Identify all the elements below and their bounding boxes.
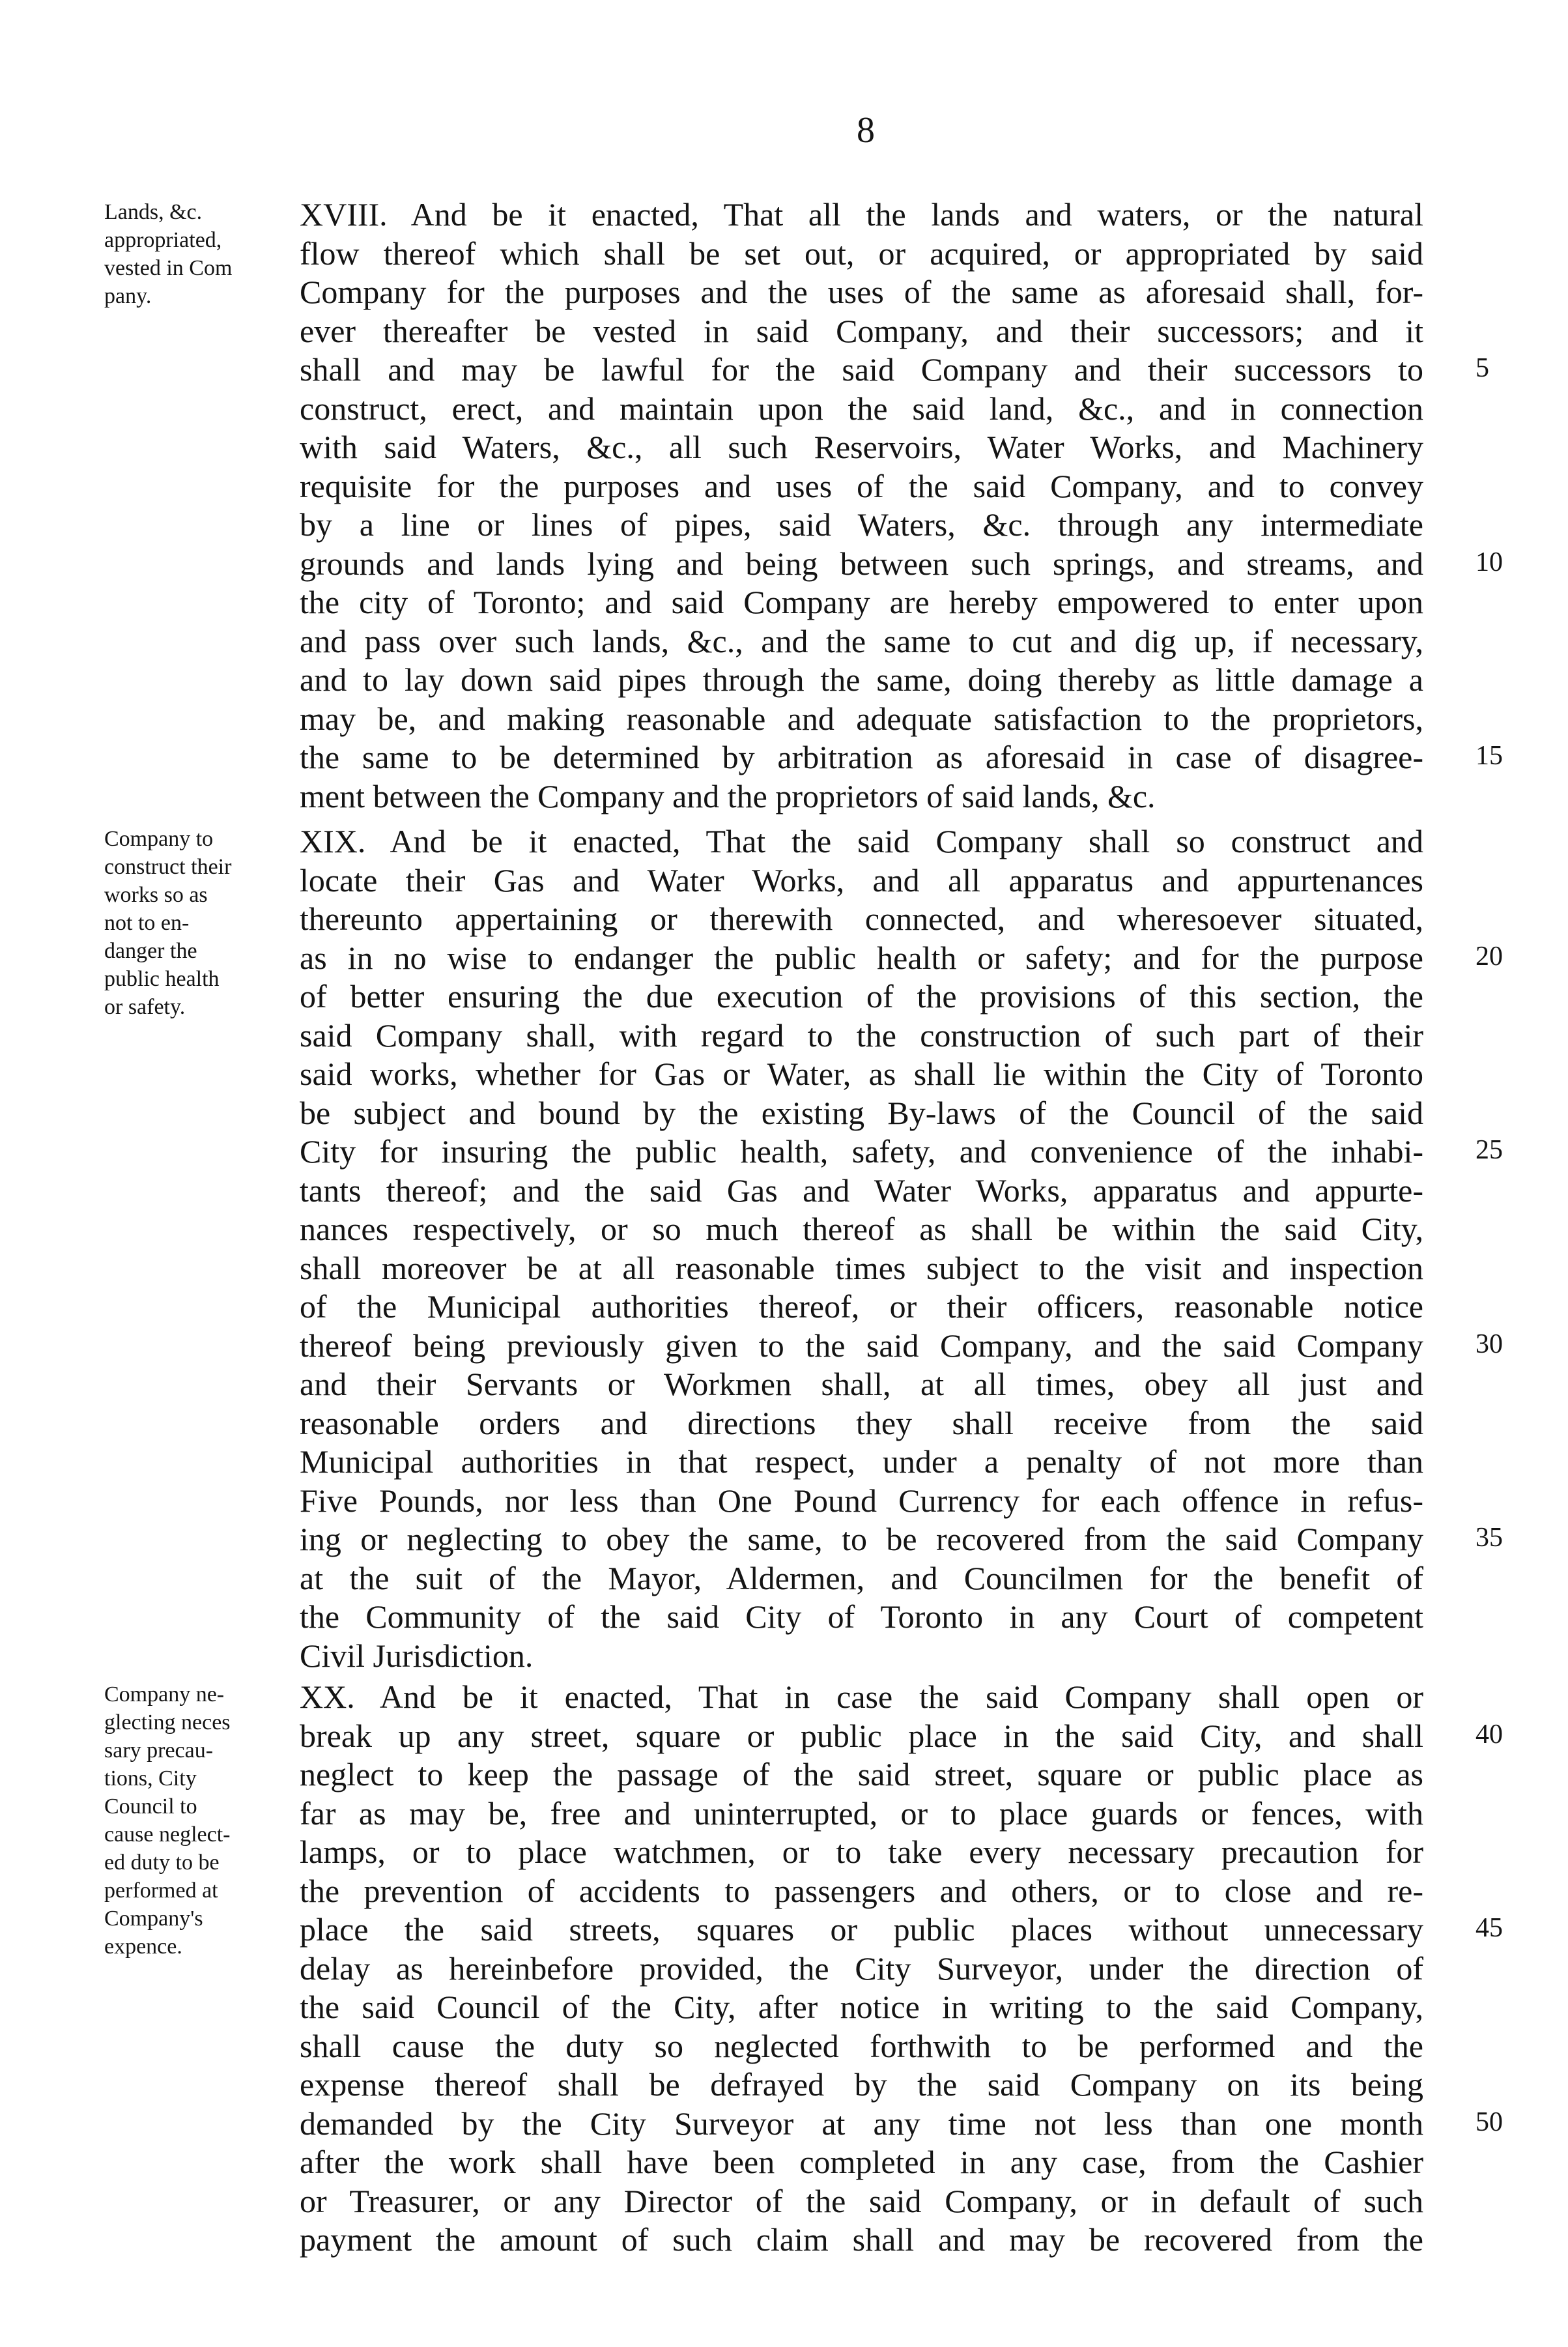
text-line: Municipal authorities in that respect, under a penalty of not more than — [300, 1443, 1423, 1480]
text-line: nances respectively, or so much thereof as shall be within the said City, — [300, 1211, 1423, 1247]
text-line: locate their Gas and Water Works, and all apparatus and appurtenances — [300, 861, 1423, 899]
text-line: payment the amount of such claim shall and may be recovered from the — [300, 2221, 1423, 2258]
text-line: shall cause the duty so neglected forthwith to be performed and the — [300, 2027, 1423, 2064]
text-line: City for insuring the public health, safety, and convenience of the inhabi- — [300, 1133, 1423, 1170]
section-text — [300, 1678, 1423, 2260]
text-line: at the suit of the Mayor, Aldermen, and Councilmen for the benefit of — [300, 1559, 1423, 1596]
text-line: XIX. And be it enacted, That the said Company shall so construct and — [300, 823, 1423, 859]
section-text — [300, 195, 1423, 816]
text-line: after the work shall have been completed in any case, from the Cashier — [300, 2144, 1423, 2180]
line-number: 35 — [1475, 1523, 1503, 1553]
text-line: tants thereof; and the said Gas and Water Works, apparatus and appurte- — [300, 1172, 1423, 1209]
line-number: 50 — [1475, 2107, 1503, 2137]
text-line: lamps, or to place watchmen, or to take every necessary precaution for — [300, 1834, 1423, 1870]
line-number: 5 — [1475, 353, 1489, 383]
marginal-note-line: pany. — [104, 284, 152, 308]
text-line: of the Municipal authorities thereof, or their officers, reasonable notice — [300, 1288, 1423, 1325]
text-line: Five Pounds, nor less than One Pound Currency for each offence in refus- — [300, 1482, 1423, 1519]
line-number: 40 — [1475, 1720, 1503, 1749]
marginal-note — [104, 198, 306, 310]
marginal-note-line: danger the — [104, 939, 197, 963]
marginal-note-line: Company to — [104, 827, 214, 851]
marginal-note-line: not to en- — [104, 911, 190, 935]
text-line: neglect to keep the passage of the said street, square or public place as — [300, 1756, 1423, 1793]
marginal-note-line: construct their — [104, 855, 232, 879]
text-line: Civil Jurisdiction. — [300, 1637, 534, 1674]
marginal-note-line: works so as — [104, 883, 208, 907]
text-line: and their Servants or Workmen shall, at all times, obey all just and — [300, 1366, 1423, 1402]
text-line: of better ensuring the due execution of the provisions of this section, the — [300, 978, 1423, 1015]
text-line: by a line or lines of pipes, said Waters, &c. through any intermediate — [300, 506, 1423, 543]
marginal-note-line: vested in Com — [104, 256, 233, 280]
marginal-note-line: Company ne- — [104, 1682, 225, 1706]
text-line: requisite for the purposes and uses of the said Company, and to convey — [300, 467, 1423, 504]
text-line: with said Waters, &c., all such Reservoirs, Water Works, and Machinery — [300, 429, 1423, 465]
text-line: shall and may be lawful for the said Company and their successors to — [300, 351, 1423, 388]
marginal-note-line: performed at — [104, 1879, 218, 1903]
page-number: 8 — [857, 110, 875, 151]
marginal-note-line: or safety. — [104, 995, 186, 1019]
marginal-note — [104, 825, 306, 1021]
marginal-note-line: ed duty to be — [104, 1850, 220, 1875]
text-line: said works, whether for Gas or Water, as shall lie within the City of Toronto — [300, 1056, 1423, 1092]
marginal-note-line: Council to — [104, 1794, 197, 1819]
text-line: thereof being previously given to the said Company, and the said Company — [300, 1327, 1423, 1364]
text-line: break up any street, square or public place in the said City, and shall — [300, 1717, 1423, 1754]
text-line: the same to be determined by arbitration as aforesaid in case of disagree- — [300, 739, 1423, 775]
text-line: expense thereof shall be defrayed by the said Company on its being — [300, 2066, 1423, 2103]
marginal-note-line: sary precau- — [104, 1738, 214, 1763]
marginal-note-line: expence. — [104, 1935, 182, 1959]
line-number: 10 — [1475, 547, 1503, 577]
marginal-note-line: cause neglect- — [104, 1822, 231, 1847]
text-line: as in no wise to endanger the public health or safety; and for the purpose — [300, 939, 1423, 976]
text-line: and pass over such lands, &c., and the same to cut and dig up, if necessary, — [300, 622, 1423, 659]
text-line: thereunto appertaining or therewith connected, and wheresoever situated, — [300, 900, 1423, 937]
line-number: 25 — [1475, 1135, 1503, 1165]
marginal-note — [104, 1680, 306, 1961]
text-line: far as may be, free and uninterrupted, or to place guards or fences, with — [300, 1794, 1423, 1832]
line-number: 20 — [1475, 942, 1503, 972]
text-line: ever thereafter be vested in said Company, and their successors; and it — [300, 312, 1423, 349]
marginal-note-line: appropriated, — [104, 228, 222, 252]
text-line: said Company shall, with regard to the construction of such part of their — [300, 1016, 1423, 1054]
text-line: the said Council of the City, after notice in writing to the said Company, — [300, 1989, 1423, 2025]
text-line: demanded by the City Surveyor at any time not less than one month — [300, 2105, 1423, 2142]
text-line: reasonable orders and directions they shall receive from the said — [300, 1404, 1423, 1441]
text-line: the city of Toronto; and said Company are hereby empowered to enter upon — [300, 584, 1423, 620]
text-line: ment between the Company and the proprietors of said lands, &c. — [300, 777, 1156, 814]
text-line: place the said streets, squares or public places without unnecessary — [300, 1911, 1423, 1948]
section-text — [300, 822, 1423, 1675]
marginal-note-line: Company's — [104, 1907, 203, 1931]
text-line: may be, and making reasonable and adequate satisfaction to the proprietors, — [300, 700, 1423, 737]
text-line: or Treasurer, or any Director of the said Company, or in default of such — [300, 2182, 1423, 2219]
line-number: 30 — [1475, 1329, 1503, 1359]
text-line: be subject and bound by the existing By-laws of the Council of the said — [300, 1094, 1423, 1131]
text-line: XX. And be it enacted, That in case the said Company shall open or — [300, 1678, 1423, 1715]
marginal-note-line: glecting neces — [104, 1710, 231, 1735]
marginal-note-line: Lands, &c. — [104, 200, 203, 224]
text-line: grounds and lands lying and being between such springs, and streams, and — [300, 545, 1423, 582]
text-line: the prevention of accidents to passengers and others, or to close and re- — [300, 1872, 1423, 1909]
line-number: 45 — [1475, 1913, 1503, 1943]
marginal-note-line: public health — [104, 967, 220, 991]
text-line: Company for the purposes and the uses of the same as aforesaid shall, for- — [300, 274, 1423, 310]
text-line: delay as hereinbefore provided, the City Surveyor, under the direction of — [300, 1950, 1423, 1987]
marginal-note-line: tions, City — [104, 1766, 197, 1791]
text-line: construct, erect, and maintain upon the said land, &c., and in connection — [300, 390, 1423, 427]
line-number: 15 — [1475, 741, 1503, 771]
text-line: and to lay down said pipes through the same, doing thereby as little damage a — [300, 661, 1423, 698]
text-line: XVIII. And be it enacted, That all the lands and waters, or the natural — [300, 196, 1423, 233]
text-line: the Community of the said City of Toronto in any Court of competent — [300, 1598, 1423, 1635]
text-line: shall moreover be at all reasonable times subject to the visit and inspection — [300, 1249, 1423, 1286]
text-line: ing or neglecting to obey the same, to be recovered from the said Company — [300, 1521, 1423, 1557]
text-line: flow thereof which shall be set out, or acquired, or appropriated by said — [300, 235, 1423, 272]
